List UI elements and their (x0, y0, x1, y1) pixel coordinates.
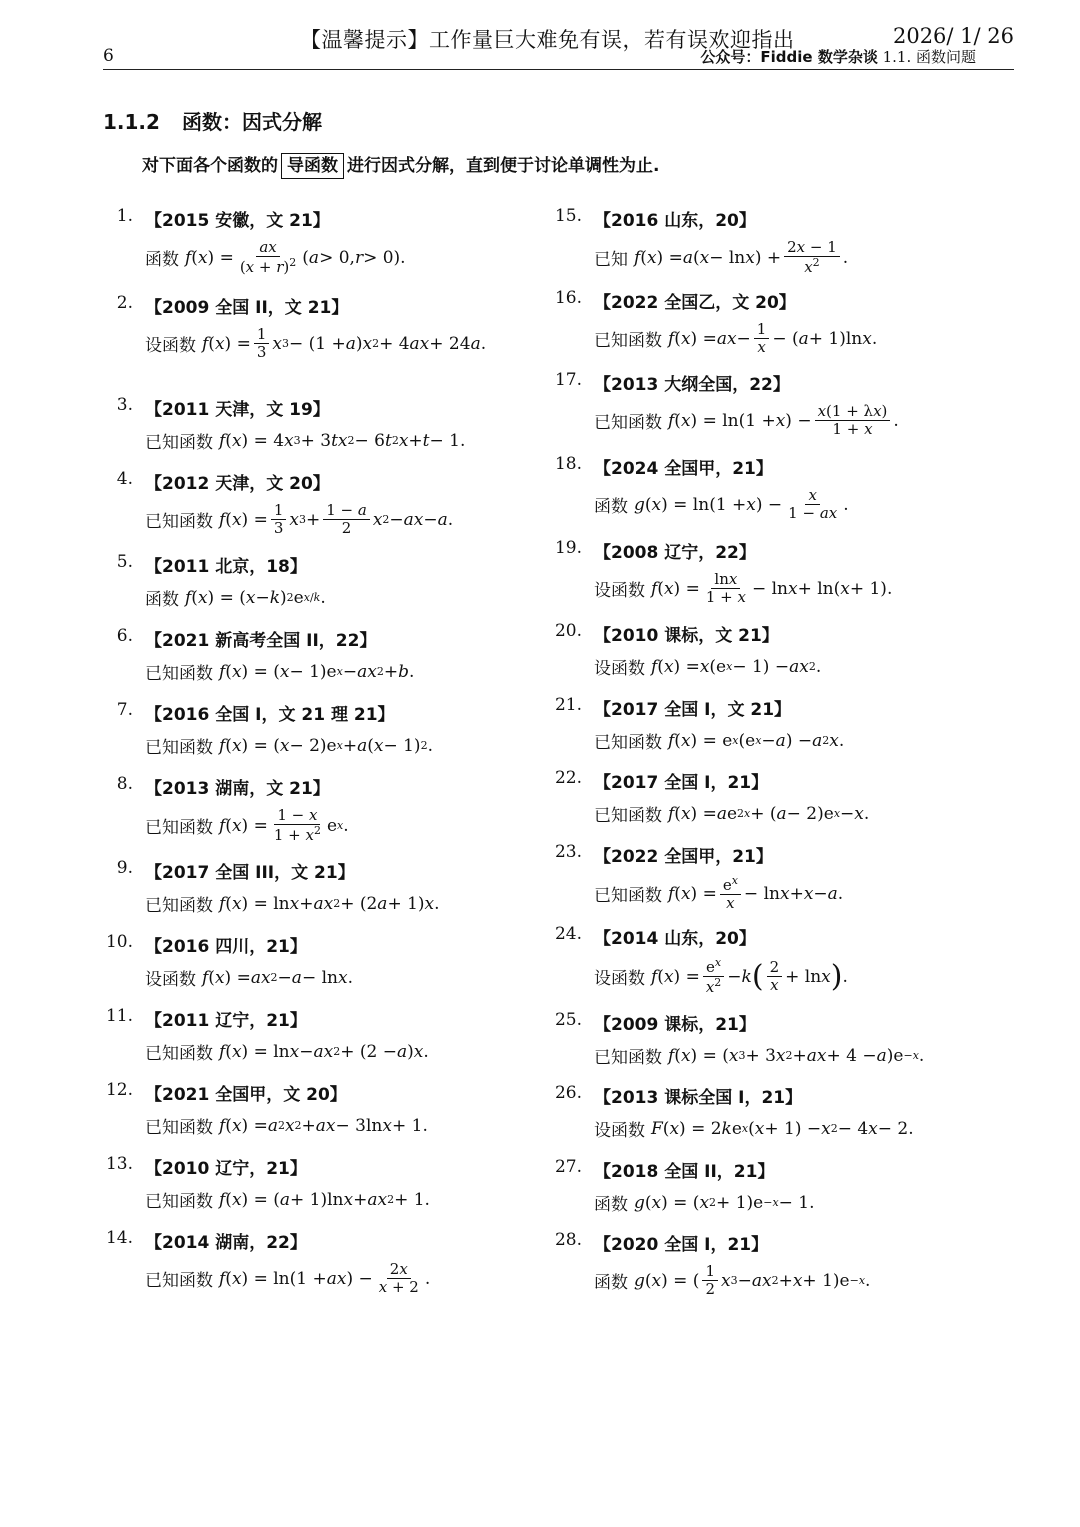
problem-number: 12. (105, 1080, 133, 1100)
problem-source: 【2008 辽宁，22】 (594, 543, 756, 563)
problem-source: 【2017 全国 I，21】 (594, 773, 769, 793)
problem (105, 1080, 428, 1138)
problem-formula: 已知函数 f ( x ) = ( x 3 + 3 x 2 + ax + 4 − a )e −x . (594, 1043, 924, 1068)
problem-lead: 设函数 (594, 969, 645, 990)
problem-formula: 设函数 f ( x ) = x (e x − 1) − ax 2 . (594, 654, 821, 679)
problem-lead: 已知函数 (145, 1271, 213, 1292)
problem-source: 【2011 北京，18】 (145, 557, 307, 577)
problem-number: 9. (116, 858, 133, 878)
problem-formula: 已知函数 f ( x ) = ln(1 + ax ) − $\frac{2x}{x + 2}$ . (145, 1260, 431, 1297)
problem (116, 293, 487, 362)
problem-lead: 设函数 (594, 1121, 645, 1141)
problem-lead: 已知函数 (594, 733, 662, 753)
problem-number: 5. (116, 552, 133, 572)
problem-formula: 已知函数 f ( x ) = ln(1 + x ) − $\frac{x(1 + \lambda x)}{1 + x}$ . (594, 402, 899, 439)
problem-source: 【2021 新高考全国 II，22】 (145, 631, 377, 651)
problem (116, 700, 433, 758)
problem-number: 18. (554, 454, 582, 474)
problem-source: 【2011 天津，文 19】 (145, 400, 330, 420)
problem-number: 2. (116, 293, 133, 313)
problem-number: 10. (105, 932, 133, 952)
problem-source: 【2022 全国乙，文 20】 (594, 293, 796, 313)
problem-lead: 已知函数 (145, 664, 213, 684)
problem (554, 924, 848, 997)
problem (554, 1010, 925, 1068)
problem-number: 17. (554, 370, 582, 390)
problem-number: 11. (105, 1006, 133, 1026)
problem (554, 621, 822, 679)
problem-formula: 设函数 f ( x ) = $\frac{1}{3}$ x 3 − (1 + a ) x 2 + 4 ax + 24 a . (145, 325, 487, 362)
problem (554, 288, 878, 357)
problem (105, 1228, 431, 1297)
problem-formula: 已知函数 f ( x ) = ln x + ax 2 + (2 a + 1) x . (145, 891, 440, 916)
problem (116, 626, 415, 684)
problem-formula: 函数 f ( x ) = ( x − k ) 2 e x/k . (145, 585, 326, 610)
problem-number: 21. (554, 695, 582, 715)
problem (554, 454, 849, 523)
problem-lead: 已知函数 (145, 738, 213, 758)
problem-formula: 已知函数 f ( x ) = a 2 x 2 + ax − 3ln x + 1. (145, 1113, 428, 1138)
problem-formula: 设函数 f ( x ) = $\frac{\ln x}{1 + x}$ − ln x + ln( x + 1). (594, 570, 893, 607)
section-title: 函数：因式分解 (181, 110, 322, 134)
problem-lead: 设函数 (594, 659, 645, 679)
problem-lead: 已知函数 (145, 433, 213, 453)
problem-formula: 已知函数 f ( x ) = a e 2x + ( a − 2)e x − x . (594, 801, 869, 826)
problem-number: 1. (116, 206, 133, 226)
problem-formula: 已知函数 f ( x ) = ( x − 1)e x − ax 2 + b . (145, 659, 414, 684)
problem-source: 【2009 全国 II，文 21】 (145, 298, 349, 318)
problem (554, 538, 893, 607)
problem-source: 【2016 全国 I，文 21 理 21】 (145, 705, 395, 725)
problem-lead: 设函数 (145, 970, 196, 990)
page-number: 6 (103, 46, 114, 66)
problem-lead: 已知函数 (145, 818, 213, 839)
problem (105, 932, 353, 990)
problem-formula: 函数 f ( x ) = $\frac{ax}{(x + r)^2}$ ( a > 0, r > 0). (145, 238, 406, 277)
problem (116, 469, 454, 538)
problem-formula: 已知函数 f ( x ) = 4 x 3 + 3 tx 2 − 6 t 2 x + t − 1. (145, 428, 465, 453)
problem-lead: 已知函数 (145, 1192, 213, 1212)
problem (554, 1157, 815, 1215)
problem (105, 1154, 430, 1212)
problem (554, 206, 849, 277)
problem-source: 【2015 安徽，文 21】 (145, 211, 330, 231)
header-date: 2026/ 1/ 26 (892, 24, 1014, 48)
problem-formula: 函数 g ( x ) = ln(1 + x ) − $\frac{x}{1 - ax}$ . (594, 486, 849, 523)
problem-number: 6. (116, 626, 133, 646)
problem-source: 【2022 全国甲，21】 (594, 847, 773, 867)
problem-number: 23. (554, 842, 582, 862)
problem-lead: 已知 (594, 250, 628, 271)
problem-source: 【2010 课标，文 21】 (594, 626, 779, 646)
problem-number: 19. (554, 538, 582, 558)
problem-formula: 设函数 F ( x ) = 2 k e x ( x + 1) − x 2 − 4 x − 2. (594, 1116, 914, 1141)
problem-lead: 已知函数 (594, 1048, 662, 1068)
problem-formula: 已知函数 f ( x ) = ln x − ax 2 + (2 − a ) x . (145, 1039, 429, 1064)
problem-formula: 已知 f ( x ) = a ( x − ln x ) + $\frac{2x - 1}{x^2}$ . (594, 238, 849, 277)
problem-formula: 函数 g ( x ) = ( $\frac{1}{2}$ x 3 − ax 2 + x + 1)e −x . (594, 1262, 871, 1299)
problem-source: 【2021 全国甲，文 20】 (145, 1085, 347, 1105)
problem-lead: 已知函数 (594, 413, 662, 434)
problem-source: 【2013 大纲全国，22】 (594, 375, 790, 395)
problem-number: 3. (116, 395, 133, 415)
problem-lead: 已知函数 (145, 512, 213, 533)
problem-lead: 函数 (145, 590, 179, 610)
problem-lead: 已知函数 (594, 331, 662, 352)
header-rule (103, 69, 1014, 70)
problem-number: 8. (116, 774, 133, 794)
problem (554, 842, 844, 913)
problem (116, 206, 406, 277)
problem-lead: 已知函数 (594, 806, 662, 826)
problem-source: 【2020 全国 I，21】 (594, 1235, 769, 1255)
problem-number: 16. (554, 288, 582, 308)
header-notice: 【温馨提示】工作量巨大难免有误，若有误欢迎指出 (300, 28, 795, 52)
instruction-boxed: 导函数 (281, 153, 344, 179)
problem-formula: 函数 g ( x ) = ( x 2 + 1)e −x − 1. (594, 1190, 815, 1215)
problem-number: 7. (116, 700, 133, 720)
running-header (700, 46, 976, 67)
problem-source: 【2013 课标全国 I，21】 (594, 1088, 803, 1108)
problem-lead: 已知函数 (145, 1044, 213, 1064)
problem (116, 858, 440, 916)
instruction-after: 进行因式分解，直到便于讨论单调性为止. (347, 156, 660, 176)
instruction-before: 对下面各个函数的 (142, 156, 278, 176)
problem-lead: 函数 (594, 1273, 628, 1294)
running-header-bold: 公众号：Fiddie 数学杂谈 (700, 48, 878, 66)
problem-source: 【2024 全国甲，21】 (594, 459, 773, 479)
problem-formula: 设函数 f ( x ) = $\frac{e^x}{x^2}$ − k ( $\frac{2}{x}$ + ln x ) . (594, 956, 848, 997)
problem-lead: 函数 (145, 250, 179, 271)
problem (105, 1006, 429, 1064)
problem (554, 1083, 914, 1141)
problem-formula: 设函数 f ( x ) = ax 2 − a − ln x . (145, 965, 353, 990)
problem-number: 15. (554, 206, 582, 226)
problem-source: 【2017 全国 III，文 21】 (145, 863, 355, 883)
problem (116, 395, 466, 453)
problem-source: 【2017 全国 I，文 21】 (594, 700, 792, 720)
problem (554, 370, 899, 439)
problem-source: 【2011 辽宁，21】 (145, 1011, 307, 1031)
running-header-plain: 1.1. 函数问题 (877, 48, 976, 66)
problem-source: 【2018 全国 II，21】 (594, 1162, 775, 1182)
problem-number: 28. (554, 1230, 582, 1250)
problem-source: 【2009 课标，21】 (594, 1015, 756, 1035)
problem-formula: 已知函数 f ( x ) = ( a + 1)ln x + ax 2 + 1. (145, 1187, 430, 1212)
problem-lead: 已知函数 (145, 896, 213, 916)
problem-formula: 已知函数 f ( x ) = ax − $\frac{1}{x}$ − ( a + 1)ln x . (594, 320, 878, 357)
problem-formula: 已知函数 f ( x ) = e x (e x − a ) − a 2 x . (594, 728, 844, 753)
problem (116, 774, 349, 845)
problem-source: 【2012 天津，文 20】 (145, 474, 330, 494)
problem-source: 【2010 辽宁，21】 (145, 1159, 307, 1179)
problem-source: 【2016 山东，20】 (594, 211, 756, 231)
problem-source: 【2013 湖南，文 21】 (145, 779, 330, 799)
problem-number: 25. (554, 1010, 582, 1030)
problem-lead: 函数 (594, 497, 628, 518)
problem-number: 22. (554, 768, 582, 788)
problem-lead: 已知函数 (594, 886, 662, 907)
instruction (142, 151, 659, 176)
problem-source: 【2014 湖南，22】 (145, 1233, 307, 1253)
problem-formula: 已知函数 f ( x ) = $\frac{1}{3}$ x 3 + $\frac{1 - a}{2}$ x 2 − ax − a . (145, 501, 454, 538)
problem-number: 26. (554, 1083, 582, 1103)
problem-lead: 函数 (594, 1195, 628, 1215)
problem-lead: 设函数 (594, 581, 645, 602)
section-heading (103, 106, 322, 135)
problem (554, 1230, 871, 1299)
problem-lead: 设函数 (145, 336, 196, 357)
section-number: 1.1.2 (103, 110, 160, 134)
problem-number: 27. (554, 1157, 582, 1177)
problem-number: 20. (554, 621, 582, 641)
problem-number: 4. (116, 469, 133, 489)
problem-formula: 已知函数 f ( x ) = ( x − 2)e x + a ( x − 1) 2 . (145, 733, 433, 758)
problem-source: 【2014 山东，20】 (594, 929, 756, 949)
problem (116, 552, 326, 610)
problem-source: 【2016 四川，21】 (145, 937, 307, 957)
problem (554, 695, 845, 753)
problem-number: 14. (105, 1228, 133, 1248)
problem-number: 13. (105, 1154, 133, 1174)
problem-number: 24. (554, 924, 582, 944)
problem-lead: 已知函数 (145, 1118, 213, 1138)
problem (554, 768, 870, 826)
problem-formula: 已知函数 f ( x ) = $\frac{e^x}{x}$ − ln x + x − a . (594, 874, 844, 913)
problem-formula: 已知函数 f ( x ) = $\frac{1 - x}{1 + x^2}$ e x . (145, 806, 349, 845)
